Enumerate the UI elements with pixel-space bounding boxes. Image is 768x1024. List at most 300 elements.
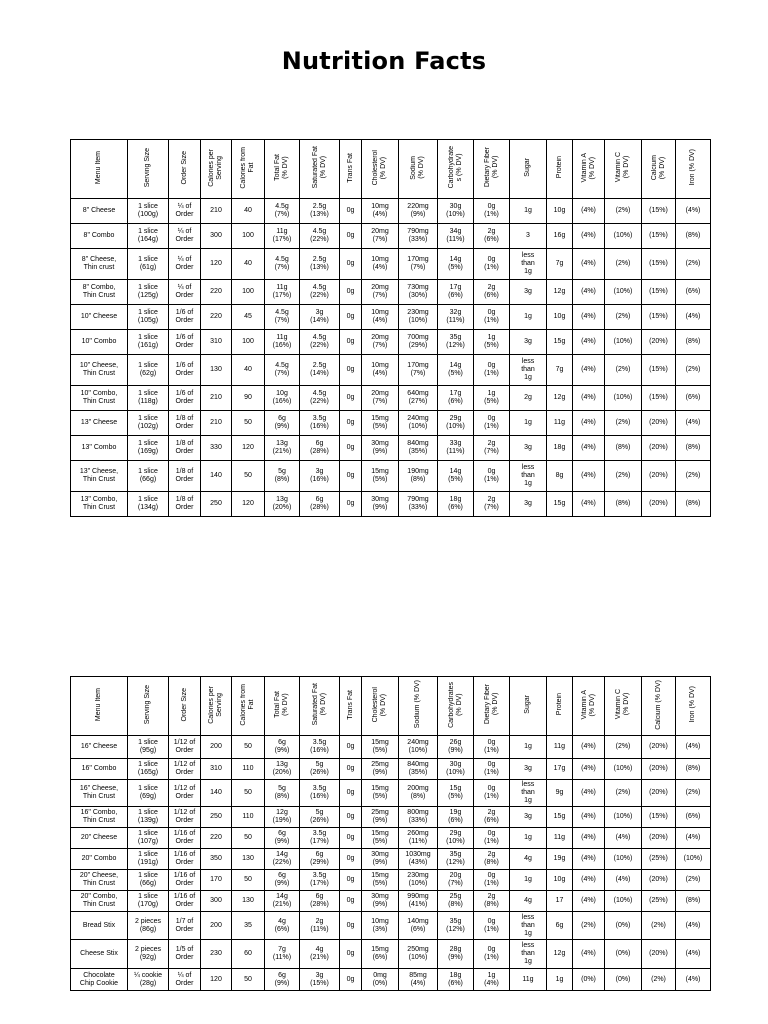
menu-item-cell: 16" Combo (71, 759, 128, 780)
page-title: Nutrition Facts (281, 47, 487, 75)
table-cell: 0g (340, 305, 362, 330)
table-cell: 10g (547, 305, 573, 330)
table-cell: 240mg (10%) (399, 411, 438, 436)
table-cell: 0g (1%) (474, 355, 510, 386)
table-cell: 130 (201, 355, 232, 386)
table-cell: 1/6 of Order (169, 355, 201, 386)
table-cell: 220 (201, 280, 232, 305)
table-cell: 29g (10%) (438, 411, 474, 436)
table-cell: 0g (1%) (474, 828, 510, 849)
table-cell: 120 (201, 249, 232, 280)
table-cell: 1 slice (125g) (128, 280, 169, 305)
table-cell: 10mg (4%) (362, 199, 399, 224)
table-cell: 1 slice (169g) (128, 436, 169, 461)
table-row (71, 249, 711, 280)
table-cell: 1g (510, 870, 547, 891)
column-header (438, 677, 474, 736)
table-cell: (2%) (605, 305, 642, 330)
table-cell: 3g (510, 492, 547, 517)
table-cell: 5g (26%) (300, 759, 340, 780)
column-header (573, 140, 605, 199)
table-cell: 4.5g (22%) (300, 330, 340, 355)
table-cell: 6g (28%) (300, 492, 340, 517)
table-cell: 8g (547, 461, 573, 492)
table-cell: (8%) (676, 759, 711, 780)
table-cell: (10%) (605, 280, 642, 305)
column-header (71, 140, 128, 199)
column-header (399, 140, 438, 199)
menu-item-cell: 10" Cheese (71, 305, 128, 330)
menu-item-cell: 13" Cheese (71, 411, 128, 436)
table-cell: 13g (20%) (265, 759, 300, 780)
table-cell: 130 (232, 849, 265, 870)
table-cell: 1g (510, 411, 547, 436)
table-cell: 6g (29%) (300, 849, 340, 870)
table-cell: (4%) (573, 305, 605, 330)
table-cell: 15g (547, 492, 573, 517)
table-cell: (4%) (676, 736, 711, 759)
table-cell: (4%) (573, 870, 605, 891)
table-cell: 20g (7%) (438, 870, 474, 891)
table-cell: (4%) (573, 780, 605, 807)
column-header-label: Sodium (% DV) (410, 155, 425, 180)
table-cell: 0g (340, 828, 362, 849)
table-cell: 0g (340, 386, 362, 411)
table-cell: 1/6 of Order (169, 305, 201, 330)
table-cell: 15mg (5%) (362, 870, 399, 891)
table-cell: 25mg (9%) (362, 759, 399, 780)
table-cell: 0g (1%) (474, 912, 510, 940)
table-cell: (8%) (605, 436, 642, 461)
column-header (605, 140, 642, 199)
table-cell: (8%) (676, 224, 711, 249)
table-cell: 3.5g (16%) (300, 780, 340, 807)
table-cell: 2g (11%) (300, 912, 340, 940)
table-cell: 1/12 of Order (169, 736, 201, 759)
menu-item-cell: 20" Cheese, Thin Crust (71, 870, 128, 891)
column-header (642, 140, 676, 199)
table-cell: 210 (201, 199, 232, 224)
table-cell: 1 slice (102g) (128, 411, 169, 436)
table-cell: (4%) (573, 249, 605, 280)
table-cell: 4g (510, 849, 547, 870)
table-cell: 1/8 of Order (169, 436, 201, 461)
table-cell: (2%) (605, 355, 642, 386)
table-cell: (8%) (676, 891, 711, 912)
table-cell: 1/16 of Order (169, 828, 201, 849)
column-header (547, 140, 573, 199)
table-cell: 840mg (35%) (399, 436, 438, 461)
table-cell: (4%) (676, 305, 711, 330)
table-cell: (4%) (573, 849, 605, 870)
column-header (340, 677, 362, 736)
table-cell: 45 (232, 305, 265, 330)
table-cell: 10g (547, 199, 573, 224)
table-cell: 11g (547, 411, 573, 436)
table-cell: 3.5g (17%) (300, 828, 340, 849)
column-header (232, 140, 265, 199)
table-cell: 110 (232, 759, 265, 780)
menu-item-cell: 16" Cheese (71, 736, 128, 759)
menu-item-cell: 20" Combo, Thin Crust (71, 891, 128, 912)
table-cell: 2g (8%) (474, 849, 510, 870)
header-row (71, 140, 711, 199)
table-cell: (0%) (605, 969, 642, 991)
table-cell: (25%) (642, 891, 676, 912)
table-cell: 3.5g (17%) (300, 870, 340, 891)
table-cell: 5g (8%) (265, 461, 300, 492)
table-cell: 35g (12%) (438, 849, 474, 870)
table-cell: 0g (340, 870, 362, 891)
table-cell: 790mg (33%) (399, 492, 438, 517)
table-cell: 1g (4%) (474, 969, 510, 991)
table-cell: 2g (510, 386, 547, 411)
table-cell: 60 (232, 940, 265, 969)
table-cell: 2 pieces (86g) (128, 912, 169, 940)
table-cell: 15mg (5%) (362, 780, 399, 807)
table-cell: 1/12 of Order (169, 807, 201, 828)
table-cell: 310 (201, 330, 232, 355)
table-cell: 16g (547, 224, 573, 249)
column-header (265, 140, 300, 199)
table-cell: 11g (510, 969, 547, 991)
table-cell: 19g (6%) (438, 807, 474, 828)
table-cell: (8%) (605, 492, 642, 517)
table-cell: (4%) (573, 461, 605, 492)
table-cell: 1 slice (100g) (128, 199, 169, 224)
menu-item-cell: Bread Stix (71, 912, 128, 940)
menu-item-cell: 16" Cheese, Thin Crust (71, 780, 128, 807)
table-cell: 0mg (0%) (362, 969, 399, 991)
table-cell: 0g (340, 736, 362, 759)
table-cell: 12g (19%) (265, 807, 300, 828)
table-cell: 190mg (8%) (399, 461, 438, 492)
table-cell: (25%) (642, 849, 676, 870)
table-cell: (2%) (642, 969, 676, 991)
table-cell: 1 slice (62g) (128, 355, 169, 386)
table-cell: 250mg (10%) (399, 940, 438, 969)
column-header-label: Saturated Fat (% DV) (311, 683, 327, 726)
table-cell: 13g (21%) (265, 436, 300, 461)
column-header (169, 677, 201, 736)
table-cell: 50 (232, 870, 265, 891)
column-header (510, 140, 547, 199)
table-cell: 1 slice (139g) (128, 807, 169, 828)
table-cell: 30mg (9%) (362, 891, 399, 912)
table-cell: less than 1g (510, 940, 547, 969)
table-cell: 12g (547, 386, 573, 411)
table-row (71, 386, 711, 411)
table-cell: 13g (20%) (265, 492, 300, 517)
table-cell: 170mg (7%) (399, 355, 438, 386)
column-header-label: Sugar (524, 695, 531, 714)
table-cell: 10mg (4%) (362, 355, 399, 386)
table-cell: (4%) (676, 912, 711, 940)
table-cell: 30g (10%) (438, 759, 474, 780)
table-cell: 3g (510, 759, 547, 780)
table-cell: 120 (232, 436, 265, 461)
table-cell: ¼ of Order (169, 249, 201, 280)
column-header-label: Sugar (524, 158, 531, 177)
table-cell: 35 (232, 912, 265, 940)
table-cell: 17 (547, 891, 573, 912)
table-cell: 10mg (4%) (362, 305, 399, 330)
table-cell: 35g (12%) (438, 912, 474, 940)
column-header-label: Carbohydrates (% DV) (447, 681, 463, 728)
table-cell: 0g (340, 807, 362, 828)
table-cell: (2%) (676, 249, 711, 280)
table-cell: 120 (201, 969, 232, 991)
table-cell: (6%) (676, 807, 711, 828)
table-cell: 14g (5%) (438, 355, 474, 386)
table-cell: 0g (340, 436, 362, 461)
table-cell: 6g (9%) (265, 411, 300, 436)
table-cell: (15%) (642, 305, 676, 330)
table-cell: 170 (201, 870, 232, 891)
column-header (169, 140, 201, 199)
column-header-label: Iron (% DV) (689, 686, 696, 723)
table-cell: (4%) (573, 355, 605, 386)
table-cell: (10%) (605, 891, 642, 912)
table-cell: 240mg (10%) (399, 736, 438, 759)
table-cell: (0%) (605, 940, 642, 969)
table-cell: 2g (6%) (474, 280, 510, 305)
table-cell: 25mg (9%) (362, 807, 399, 828)
table-cell: 11g (16%) (265, 330, 300, 355)
table-cell: 30g (10%) (438, 199, 474, 224)
column-header-label: Menu Item (95, 687, 102, 722)
table-cell: (20%) (642, 736, 676, 759)
column-header-label: Order Size (180, 687, 188, 722)
column-header-label: Saturated Fat (% DV) (311, 146, 327, 189)
table-cell: 0g (340, 355, 362, 386)
table-cell: less than 1g (510, 249, 547, 280)
table-cell: (2%) (605, 736, 642, 759)
table-cell: 3g (510, 280, 547, 305)
table-row (71, 969, 711, 991)
menu-item-cell: 10" Combo (71, 330, 128, 355)
table-cell: 50 (232, 411, 265, 436)
table-cell: (4%) (573, 330, 605, 355)
table-cell: 0g (340, 224, 362, 249)
table-cell: 11g (17%) (265, 280, 300, 305)
table-cell: 0g (340, 780, 362, 807)
table-cell: 7g (11%) (265, 940, 300, 969)
menu-item-cell: 8" Cheese, Thin crust (71, 249, 128, 280)
table-cell: 4.5g (22%) (300, 386, 340, 411)
column-header-label: Dietary Fiber (% DV) (483, 684, 499, 725)
table-cell: 10g (547, 870, 573, 891)
table-cell: 30mg (9%) (362, 436, 399, 461)
table-cell: 7g (547, 249, 573, 280)
table-cell: 4.5g (7%) (265, 249, 300, 280)
table-cell: less than 1g (510, 912, 547, 940)
table-cell: 14g (5%) (438, 249, 474, 280)
column-header-label: Calories from Fat (240, 683, 255, 726)
table-cell: 12g (547, 280, 573, 305)
table-cell: 140 (201, 461, 232, 492)
column-header (232, 677, 265, 736)
table-cell: 4.5g (7%) (265, 199, 300, 224)
column-header (201, 677, 232, 736)
table-cell: 200 (201, 736, 232, 759)
table-cell: 4.5g (22%) (300, 280, 340, 305)
table-cell: 1 slice (105g) (128, 305, 169, 330)
table-cell: 15mg (6%) (362, 940, 399, 969)
table-cell: 26g (9%) (438, 736, 474, 759)
table-cell: 9g (547, 780, 573, 807)
table-cell: 220 (201, 305, 232, 330)
table-cell: 3g (14%) (300, 305, 340, 330)
table-cell: 3 (510, 224, 547, 249)
table-row (71, 280, 711, 305)
table-cell: (4%) (573, 807, 605, 828)
table-cell: 1/16 of Order (169, 849, 201, 870)
table-cell: ¼ of Order (169, 224, 201, 249)
table-cell: 40 (232, 199, 265, 224)
table-cell: 0g (340, 849, 362, 870)
table-cell: less than 1g (510, 461, 547, 492)
table-cell: 2 pieces (92g) (128, 940, 169, 969)
table-cell: 1 slice (69g) (128, 780, 169, 807)
table-cell: 1/12 of Order (169, 759, 201, 780)
table-cell: 3g (510, 330, 547, 355)
table-cell: 2g (7%) (474, 436, 510, 461)
table-cell: (10%) (605, 386, 642, 411)
column-header (128, 140, 169, 199)
table-cell: 1g (5%) (474, 386, 510, 411)
table-cell: 3.5g (16%) (300, 736, 340, 759)
table-cell: less than 1g (510, 780, 547, 807)
table-cell: (2%) (676, 461, 711, 492)
column-header (605, 677, 642, 736)
table-cell: 0g (340, 330, 362, 355)
column-header (438, 140, 474, 199)
menu-item-cell: 8" Cheese (71, 199, 128, 224)
table-cell: (20%) (642, 828, 676, 849)
table-cell: 120 (232, 492, 265, 517)
table-cell: 6g (28%) (300, 436, 340, 461)
table-row (71, 436, 711, 461)
table-row (71, 330, 711, 355)
table-cell: 6g (9%) (265, 736, 300, 759)
table-row (71, 912, 711, 940)
column-header-label: Calories per Serving (208, 685, 223, 724)
table-cell: 10mg (3%) (362, 912, 399, 940)
table-cell: 32g (11%) (438, 305, 474, 330)
table-cell: 5g (8%) (265, 780, 300, 807)
table-cell: 1/8 of Order (169, 411, 201, 436)
table-cell: 1 slice (165g) (128, 759, 169, 780)
table-cell: 5g (26%) (300, 807, 340, 828)
column-header-label: Protein (555, 156, 563, 179)
table-cell: 300 (201, 891, 232, 912)
table-cell: 1 slice (134g) (128, 492, 169, 517)
table-cell: 19g (547, 849, 573, 870)
table-cell: 1/8 of Order (169, 492, 201, 517)
table-cell: ¼ of Order (169, 969, 201, 991)
column-header-label: Calories from Fat (240, 146, 255, 189)
table-cell: (15%) (642, 199, 676, 224)
table-cell: (8%) (676, 330, 711, 355)
column-header-label: Menu Item (95, 150, 102, 185)
table-cell: 0g (340, 891, 362, 912)
table-row (71, 849, 711, 870)
table-cell: 2g (7%) (474, 492, 510, 517)
table-row (71, 411, 711, 436)
table-cell: 50 (232, 969, 265, 991)
table-cell: 3g (16%) (300, 461, 340, 492)
table-cell: 0g (1%) (474, 411, 510, 436)
table-cell: 0g (340, 940, 362, 969)
table-cell: (10%) (676, 849, 711, 870)
table-cell: 1g (510, 199, 547, 224)
column-header-label: Dietary Fiber (% DV) (483, 147, 499, 188)
table-cell: 170mg (7%) (399, 249, 438, 280)
table-cell: (2%) (676, 780, 711, 807)
table-cell: (20%) (642, 492, 676, 517)
table-cell: 0g (1%) (474, 249, 510, 280)
column-header (573, 677, 605, 736)
menu-item-cell: 20" Combo (71, 849, 128, 870)
column-header (265, 677, 300, 736)
table-cell: 2g (6%) (474, 807, 510, 828)
table-cell: (4%) (573, 759, 605, 780)
table-cell: (10%) (605, 807, 642, 828)
menu-item-cell: 8" Combo, Thin Crust (71, 280, 128, 305)
table-cell: 3.5g (16%) (300, 411, 340, 436)
table-cell: 1/12 of Order (169, 780, 201, 807)
table-cell: 1g (510, 305, 547, 330)
table-cell: 730mg (30%) (399, 280, 438, 305)
table-cell: (4%) (573, 891, 605, 912)
table-row (71, 807, 711, 828)
table-cell: 6g (547, 912, 573, 940)
column-header (201, 140, 232, 199)
table-cell: (2%) (605, 199, 642, 224)
table-cell: 1g (510, 736, 547, 759)
table-cell: 0g (340, 492, 362, 517)
column-header (362, 677, 399, 736)
nutrition-table-1 (70, 139, 711, 517)
table-cell: 840mg (35%) (399, 759, 438, 780)
table-cell: 18g (6%) (438, 969, 474, 991)
menu-item-cell: Cheese Stix (71, 940, 128, 969)
table-cell: 35g (12%) (438, 330, 474, 355)
column-header-label: Serving Size (144, 684, 151, 725)
table-cell: (20%) (642, 759, 676, 780)
table-cell: (4%) (676, 199, 711, 224)
column-header (399, 677, 438, 736)
table-cell: 4.5g (22%) (300, 224, 340, 249)
table-cell: (4%) (676, 411, 711, 436)
table-row (71, 780, 711, 807)
menu-item-cell: Chocolate Chip Cookie (71, 969, 128, 991)
table-row (71, 891, 711, 912)
table-cell: 110 (232, 807, 265, 828)
table-row (71, 199, 711, 224)
column-header-label: Vitamin A (% DV) (580, 152, 596, 183)
table-cell: 0g (1%) (474, 199, 510, 224)
table-cell: 800mg (33%) (399, 807, 438, 828)
column-header (300, 140, 340, 199)
table-row (71, 828, 711, 849)
table-cell: 1/6 of Order (169, 330, 201, 355)
column-header-label: Vitamin A (% DV) (580, 689, 596, 720)
table-cell: 330 (201, 436, 232, 461)
table-cell: 15mg (5%) (362, 828, 399, 849)
column-header (128, 677, 169, 736)
